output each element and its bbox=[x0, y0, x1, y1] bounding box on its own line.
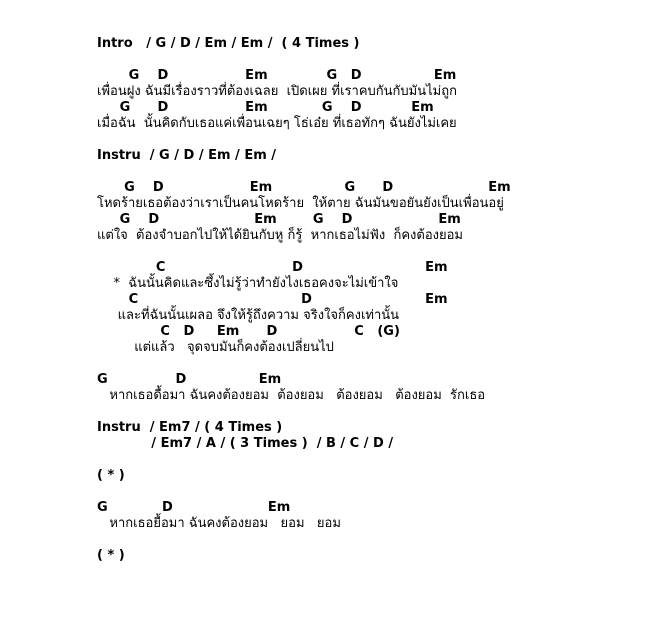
spacer-line bbox=[97, 132, 651, 148]
chord-line: G D Em bbox=[97, 500, 291, 515]
chord-line: G D Em G D Em bbox=[97, 212, 461, 227]
spacer-line bbox=[97, 164, 651, 180]
spacer-line bbox=[97, 404, 651, 420]
section-header: Instru / Em7 / ( 4 Times ) bbox=[97, 420, 283, 435]
spacer-line bbox=[97, 452, 651, 468]
section-header: / Em7 / A / ( 3 Times ) / B / C / D / bbox=[97, 436, 394, 451]
lyric-line: หากเธอดื้อมา ฉันคงต้องยอม ต้องยอม ต้องยอม ต้องยอม รักเธอ bbox=[97, 388, 486, 403]
chord-line: G D Em G D Em bbox=[97, 180, 511, 195]
lyric-line: เพื่อนฝูง ฉันมีเรื่องราวที่ต้องเฉลย เปิดเผย ที่เราคบกันกับมันไม่ถูก bbox=[97, 84, 457, 99]
chord-line: C D Em D C (G) bbox=[97, 324, 400, 339]
lyric-line: แต่แล้ว จุดจบมันก็คงต้องเปลี่ยนไป bbox=[97, 340, 334, 355]
spacer-line bbox=[97, 244, 651, 260]
chord-line: G D Em G D Em bbox=[97, 100, 434, 115]
section-header: Instru / G / D / Em / Em / bbox=[97, 148, 277, 163]
lyric-line: และที่ฉันนั้นเผลอ จึงให้รู้ถึงความ จริงใจก็คงเท่านั้น bbox=[97, 308, 400, 323]
spacer-line bbox=[97, 52, 651, 68]
chord-line: C D Em bbox=[97, 292, 448, 307]
spacer-line bbox=[97, 532, 651, 548]
lyric-line: เมื่อฉัน นั้นคิดกับเธอแค่เพื่อนเฉยๆ โธ่เอ๋ย ที่เธอทักๆ ฉันยังไม่เคย bbox=[97, 116, 457, 131]
section-header: Intro / G / D / Em / Em / ( 4 Times ) bbox=[97, 36, 360, 51]
lyric-line: โหดร้ายเธอต้องว่าเราเป็นคนโหดร้าย ให้ตาย ฉันมันขอยันยังเป็นเพื่อนอยู่ bbox=[97, 196, 504, 211]
spacer-line bbox=[97, 356, 651, 372]
section-header: ( * ) bbox=[97, 468, 125, 483]
lyric-line: แต่ใจ ต้องจำบอกไปให้ได้ยินกับหู ก็รู้ หากเธอไม่ฟัง ก็คงต้องยอม bbox=[97, 228, 463, 243]
chord-line: G D Em G D Em bbox=[97, 68, 457, 83]
chord-line: C D Em bbox=[97, 260, 448, 275]
section-header: ( * ) bbox=[97, 548, 125, 563]
lyric-line: * ฉันนั้นคิดและซึ้งไม่รู้ว่าทำยังไงเธอคงจะไม่เข้าใจ bbox=[97, 276, 399, 291]
spacer-line bbox=[97, 484, 651, 500]
chord-line: G D Em bbox=[97, 372, 282, 387]
lyric-line: หากเธอยื้อมา ฉันคงต้องยอม ยอม ยอม bbox=[97, 516, 341, 531]
